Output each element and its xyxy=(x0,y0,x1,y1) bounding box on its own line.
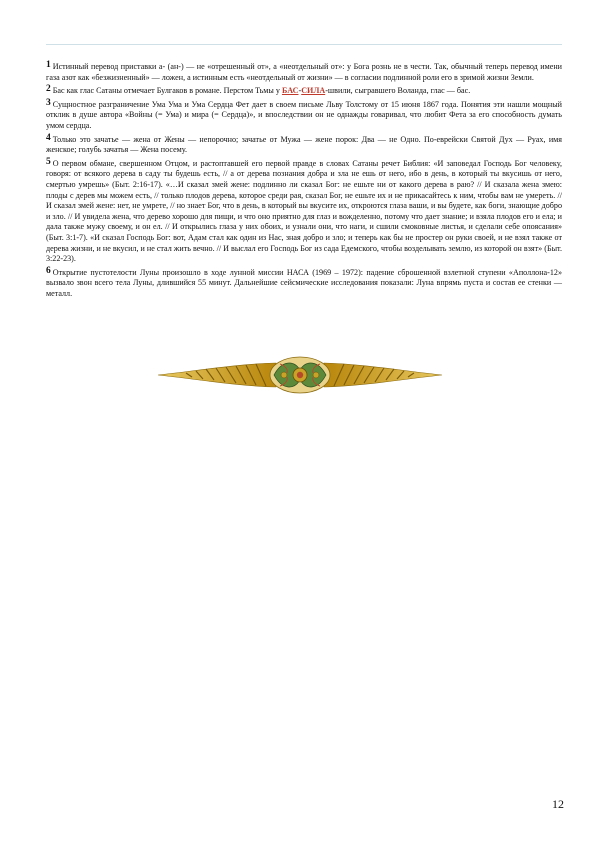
footnote-number: 2 xyxy=(46,84,51,95)
footnote-1 xyxy=(46,60,562,83)
footnote-text: Сущностное разграничение Ума Ума и Ума Сердца Фет дает в своем письме Льву Толстому от 15 июня 1867 года. Понятия эти нашли мощный отклик в душе автора «Войны (= Ума) и мира (= Сердца)», и впоследствии он не однажды говаривал, что любит Фета за его способность думать умом сердца. xyxy=(46,99,562,130)
footnote-text-after: -швили, сыгравшего Воланда, глас — бас. xyxy=(325,86,471,96)
footnote-5 xyxy=(46,157,562,265)
footnote-6 xyxy=(46,266,562,300)
footnote-text: О первом обмане, свершенном Отцом, и растоптавшей его первой правде в словах Сатаны речет Библия: «И заповедал Господь Бог человеку, говоря: от всякого дерева в саду ты будешь есть, // а от дерева познания добра и зла не ешь от него, ибо в день, в который ты вкусишь от него, смертью умрешь» (Быт. 2:16-17). «…И сказал змей жене: подлинно ли сказал Бог: не ешьте ни от какого дерева в раю? // И сказала жена змею: плоды с дерев мы можем есть, // только плодов дерева, которое среди рая, сказал Бог, не ешьте их и не прикасайтесь к ним, чтобы вам не умереть. // И сказал змей жене: нет, не умрете, // но знает Бог, что в день, в который вы вкусите их, откроются глаза ваши, и вы будете, как боги, знающие добро и зло. // И увидела жена, что дерево хорошо для пищи, и что оно приятно для глаз и вожделенно, потому что дает знание; и взяла плодов его и ела; и дала также мужу своему, и он ел. // И открылись глаза у них обоих, и узнали они, что наги, и сшили смоковные листья, и сделали себе опоясания» (Быт. 3:1-7). «И сказал Господь Бог: вот, Адам стал как один из Нас, зная добро и зло; и теперь как бы не простер он руки своей, и не взял также от дерева жизни, и не вкусил, и не стал жить вечно. // И выслал его Господь Бог из сада Едемского, чтобы возделывать землю, из которой он взят» (Быт. 3:22-23). xyxy=(46,158,562,264)
footnote-3 xyxy=(46,98,562,132)
footnote-text: Истинный перевод приставки а- (ан-) — не «отрешенный от», а «неотдельный от»: у Бога рознь не в чести. Так, обычный теперь перевод имени газа азот как «безжизненный» — ложен, а истинным есть «неотдельный от жизни» — в согласии подлинной роли его в зримой жизни Земли. xyxy=(46,62,562,82)
footnote-number: 6 xyxy=(46,265,51,276)
highlight-link-bas[interactable]: БАС xyxy=(281,86,299,96)
page-number: 12 xyxy=(552,797,564,811)
footnote-text: Открытие пустотелости Луны произошло в ходе лунной миссии НАСА (1969 – 1972): падение сброшенной взлетной ступени «Аполлона-12» вызвало звон всего тела Луны, длившийся 55 минут. Дальнейшие сейсмические исследования показали: Луна впрямь пуста и состав ее стенки — металл. xyxy=(46,267,562,298)
footnote-2 xyxy=(46,84,562,97)
header-rule xyxy=(46,44,562,45)
footnote-text-before: Бас как глас Сатаны отмечает Булгаков в романе. Перстом Тьмы у xyxy=(52,86,282,96)
footnote-number: 4 xyxy=(46,132,51,143)
footnote-text: Только это зачатье — жена от Жены — непорочно; зачатье от Мужа — жене порок: Два — не Одно. По-еврейски Святой Дух — Руах, имя женское; голубь зачатья — Жена посему. xyxy=(46,134,562,155)
footnote-number: 1 xyxy=(46,60,51,70)
decorative-scroll-ornament-icon xyxy=(156,356,444,394)
highlight-link-sila[interactable]: СИЛА xyxy=(301,86,326,96)
footnote-number: 5 xyxy=(46,156,51,167)
footnote-number: 3 xyxy=(46,97,51,108)
footnote-4 xyxy=(46,133,562,156)
footnote-dash: - xyxy=(298,86,302,96)
footnotes xyxy=(46,60,562,300)
